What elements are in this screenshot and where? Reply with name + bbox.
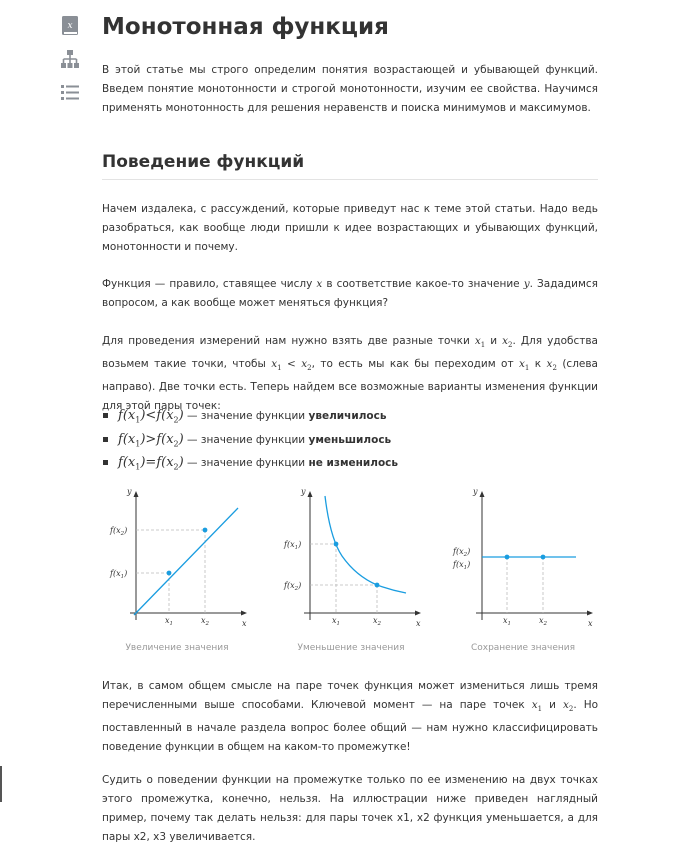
math-x1: $x_1$ <box>518 358 530 373</box>
intro-paragraph: В этой статье мы строго определим понятия возрастающей и убывающей функций. Введем понятие монотонности и строгой монотонности, изучим ее свойства. Научимся применять монотонность для решения неравенств и поиска минимумов и максимумов. <box>102 64 598 114</box>
paragraph-3: Для проведения измерений нам нужно взять две разные точки $x_1$ и $x_2$. Для удобства возьмем такие точки, чтобы $x_1 < x_2$, то есть мы как бы переходим от $x_1$ к $x_2$ (слева направо). Две точки есть. Теперь найдем все возможные варианты изменения функции для этой пары точек: <box>102 335 598 413</box>
point-x2 <box>203 528 208 533</box>
point-x1 <box>167 571 172 576</box>
math-x1-lt-x2: $x_1 < x_2$ <box>271 358 312 373</box>
tick-fx2: $f(x_2)$ <box>110 526 128 537</box>
y-axis-arrow <box>480 491 485 497</box>
figure-increase <box>102 478 252 663</box>
formula-book-icon[interactable] <box>58 14 82 38</box>
x-axis-arrow <box>587 611 593 616</box>
paragraph-2: Функция — правило, ставящее числу x в соответствие какое-то значение y. Зададимся вопросом, а как вообще может меняться функция? <box>102 278 598 309</box>
tick-x2: $x_2$ <box>201 616 210 627</box>
point-x2 <box>375 583 380 588</box>
scroll-marker <box>0 766 2 802</box>
sidebar-toolbar <box>58 14 82 113</box>
math-y: y <box>523 278 530 290</box>
hierarchy-icon[interactable] <box>58 47 82 71</box>
tick-fx1: $f(x_1)$ <box>110 569 128 580</box>
y-axis-arrow <box>134 491 139 497</box>
tick-fx2: $f(x_2)$ <box>453 547 471 558</box>
tick-fx1: $f(x_1)$ <box>284 540 302 551</box>
math-x1: $x_1$ <box>531 699 543 714</box>
tick-x1: $x_1$ <box>503 616 512 627</box>
list-icon[interactable] <box>58 80 82 104</box>
math-x: x <box>316 278 323 290</box>
y-axis-label: y <box>301 487 306 496</box>
cases-list <box>102 406 398 477</box>
graph-increase <box>102 478 252 628</box>
figure-caption: Сохранение значения <box>470 643 576 653</box>
paragraph-5: Судить о поведении функции на промежутке только по ее изменению на двух точках этого промежутка, конечно, нельзя. На иллюстрации ниже приведен наглядный пример, почему так делать нельзя: для пары точек x1, x2 функция уменьшается, а для пары x2, x3 увеличивается. <box>102 774 598 843</box>
svg-text:x: x <box>67 21 73 31</box>
point-x2 <box>541 555 546 560</box>
paragraph-4: Итак, в самом общем смысле на паре точек функция может измениться лишь тремя перечисленными выше способами. Ключевой момент — на паре точек $x_1$ и $x_2$. Но поставленный в начале раздела вопрос более общий — нам нужно классифицировать поведение функции в общем на каком-то промежутке! <box>102 680 599 754</box>
x-axis-label: x <box>242 619 247 628</box>
figure-constant <box>448 478 598 663</box>
paragraph-1: Начем издалека, с рассуждений, которые приведут нас к теме этой статьи. Надо ведь разобраться, как вообще люди пришли к идее возрастающих и убывающих функций, монотонности и почему. <box>102 203 598 253</box>
tick-fx2: $f(x_2)$ <box>284 581 302 592</box>
function-line <box>134 508 238 615</box>
tick-x1: $x_1$ <box>332 616 341 627</box>
math-x2: $x_2$ <box>502 335 513 350</box>
x-axis-arrow <box>415 611 421 616</box>
figure-decrease <box>276 478 426 663</box>
x-axis-label: x <box>416 619 421 628</box>
graph-decrease <box>276 478 426 628</box>
math-x2: $x_2$ <box>546 358 557 373</box>
point-x1 <box>334 542 339 547</box>
point-x1 <box>505 555 510 560</box>
x-axis-arrow <box>241 611 247 616</box>
math-x1: $x_1$ <box>474 335 486 350</box>
tick-x2: $x_2$ <box>539 616 548 627</box>
y-axis-arrow <box>308 491 313 497</box>
figure-caption: Уменьшение значения <box>297 643 405 653</box>
y-axis-label: y <box>127 487 132 496</box>
graph-constant <box>448 478 598 628</box>
list-item: $f(x_1)<f(x_2)$ — значение функции увеличилось <box>102 406 398 430</box>
section-title: Поведение функций <box>102 152 598 180</box>
figures-row <box>102 478 598 663</box>
figure-caption: Увеличение значения <box>125 643 229 653</box>
page-title: Монотонная функция <box>102 14 389 40</box>
math-x2: $x_2$ <box>562 699 574 714</box>
list-item: $f(x_1)=f(x_2)$ — значение функции не изменилось <box>102 453 398 477</box>
tick-fx1: $f(x_1)$ <box>453 560 471 571</box>
tick-x1: $x_1$ <box>165 616 174 627</box>
y-axis-label: y <box>473 487 478 496</box>
list-item: $f(x_1)>f(x_2)$ — значение функции уменьшилось <box>102 430 398 454</box>
x-axis-label: x <box>588 619 593 628</box>
tick-x2: $x_2$ <box>373 616 382 627</box>
